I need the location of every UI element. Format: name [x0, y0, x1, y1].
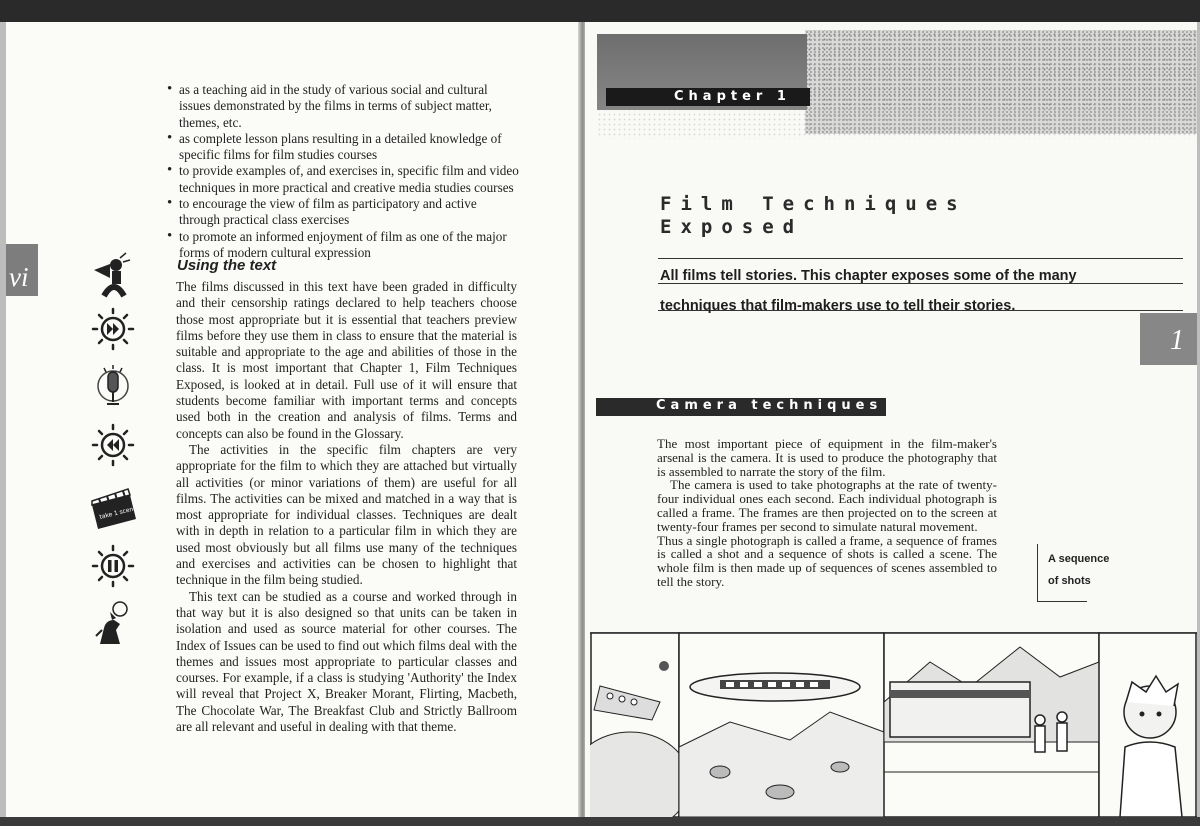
pause-icon	[90, 543, 136, 589]
body-paragraph: The camera is used to take photographs at the rate of twenty-four individual ones each second. Each individual photograph is called a frame. The frames are then projected on to the screen at twenty-four frames per second to simulate natural movement.	[657, 477, 997, 534]
scan-bottom-edge	[0, 817, 1200, 826]
chapter-title-line: Film Techniques	[660, 193, 967, 215]
camera-techniques-heading: Camera techniques	[656, 398, 883, 413]
bullet-item: • to encourage the view of film as participatory and active through practical class exercises	[168, 196, 520, 229]
bullet-item: • to promote an informed enjoyment of film as one of the major forms of modern cultural expression	[168, 229, 520, 262]
dog-with-speech-bubble-icon	[90, 600, 136, 646]
margin-note-bracket	[1037, 544, 1038, 602]
intro-line: All films tell stories. This chapter exposes some of the many	[660, 268, 1077, 284]
chapter-label: Chapter 1	[674, 89, 791, 104]
rule-line	[658, 258, 1183, 259]
rewind-icon	[90, 422, 136, 468]
body-paragraph: The films discussed in this text have been graded in difficulty and their censorship ratings declared to help teachers choose those most appropriate but it is essential that teachers preview films before they use them in class to ensure that the material is suitable and appropriate to the age and abilities of those in the class. It is most important that Chapter 1, Film Techniques Exposed, is looked at in detail. Full use of it will ensure that students become familiar with important terms and concepts used both in the creation and analysis of films. Terms and concepts can also be found in the Glossary.	[176, 279, 517, 441]
margin-note-line: A sequence	[1048, 553, 1110, 565]
page-tab-vi-label: vi	[9, 262, 29, 292]
chapter-title-line: Exposed	[660, 216, 804, 238]
microphone-icon	[90, 364, 136, 410]
body-paragraph: The activities in the specific film chapters are very appropriate for the film to which they are attached but virtually all activities (or minor variations of them) are useful for all films. The activities can be mixed and matched in a way that is most appropriate for individual classes. Techniques are dealt with in depth in relation to a particular film in which they are used most obviously but all films use many of the techniques and exercises and activities can be chosen to highlight that technique in the film being studied.	[176, 441, 517, 588]
film-frames-illustration	[590, 632, 1197, 818]
margin-note	[1048, 548, 1109, 592]
fast-forward-icon	[90, 306, 136, 352]
frame-spaceship-rocks	[679, 633, 884, 817]
margin-note-bracket	[1037, 601, 1087, 602]
page-tab-vi	[6, 244, 38, 296]
body-paragraph: This text can be studied as a course and worked through in that way but it is also designed so that units can be taken in isolation and used as source material for other courses. The Index of Issues can be used to find out which films deal with the themes and issues most appropriate to particular classes and courses. For example, if a class is studying 'Authority' the Index will reveal that Project X, Breaker Morant, Flirting, Macbeth, The Chocolate War, The Breakfast Club and Strictly Ballroom are all relevant and useful in dealing with that theme.	[176, 588, 517, 735]
bullet-item: • as complete lesson plans resulting in a detailed knowledge of specific films for film studies courses	[168, 131, 520, 164]
chapter-label-bar	[606, 88, 810, 106]
frame-space-planet	[590, 633, 690, 818]
margin-note-line: of shots	[1048, 575, 1091, 587]
bullet-item: • to provide examples of, and exercises in, specific film and video techniques in more practical and creative media studies courses	[168, 163, 520, 196]
purpose-bullet-list	[168, 82, 520, 261]
using-the-text-body	[176, 279, 517, 735]
chapter-title	[660, 193, 967, 239]
bullet-item: • as a teaching aid in the study of various social and cultural issues demonstrated by the films in terms of subject matter, themes, etc.	[168, 82, 520, 131]
body-paragraph: Thus a single photograph is called a frame, a sequence of frames is called a shot and a sequence of shots is called a scene. The whole film is then made up of sequences of scenes assembled to tell the story.	[657, 532, 997, 589]
clapper-text: take 1 scene	[98, 504, 138, 521]
frame-landed-ship-figures	[884, 633, 1099, 817]
page-tab-1	[1140, 313, 1197, 365]
megaphone-figure-icon	[90, 252, 136, 298]
camera-techniques-heading-bar	[596, 398, 886, 416]
page-tab-1-label: 1	[1170, 325, 1184, 356]
chapter-intro	[660, 261, 1180, 321]
header-texture-fade	[597, 107, 1197, 139]
frame-closeup-character	[1099, 633, 1196, 817]
using-the-text-heading: Using the text	[177, 257, 277, 274]
body-paragraph: The most important piece of equipment in the film-maker's arsenal is the camera. It is used to produce the photography that is assembled to narrate the story of the film.	[657, 436, 997, 479]
intro-line: techniques that film-makers use to tell their stories.	[660, 298, 1016, 314]
camera-techniques-body	[657, 437, 997, 589]
scan-top-edge	[0, 0, 1200, 22]
clapperboard-icon	[90, 485, 140, 531]
